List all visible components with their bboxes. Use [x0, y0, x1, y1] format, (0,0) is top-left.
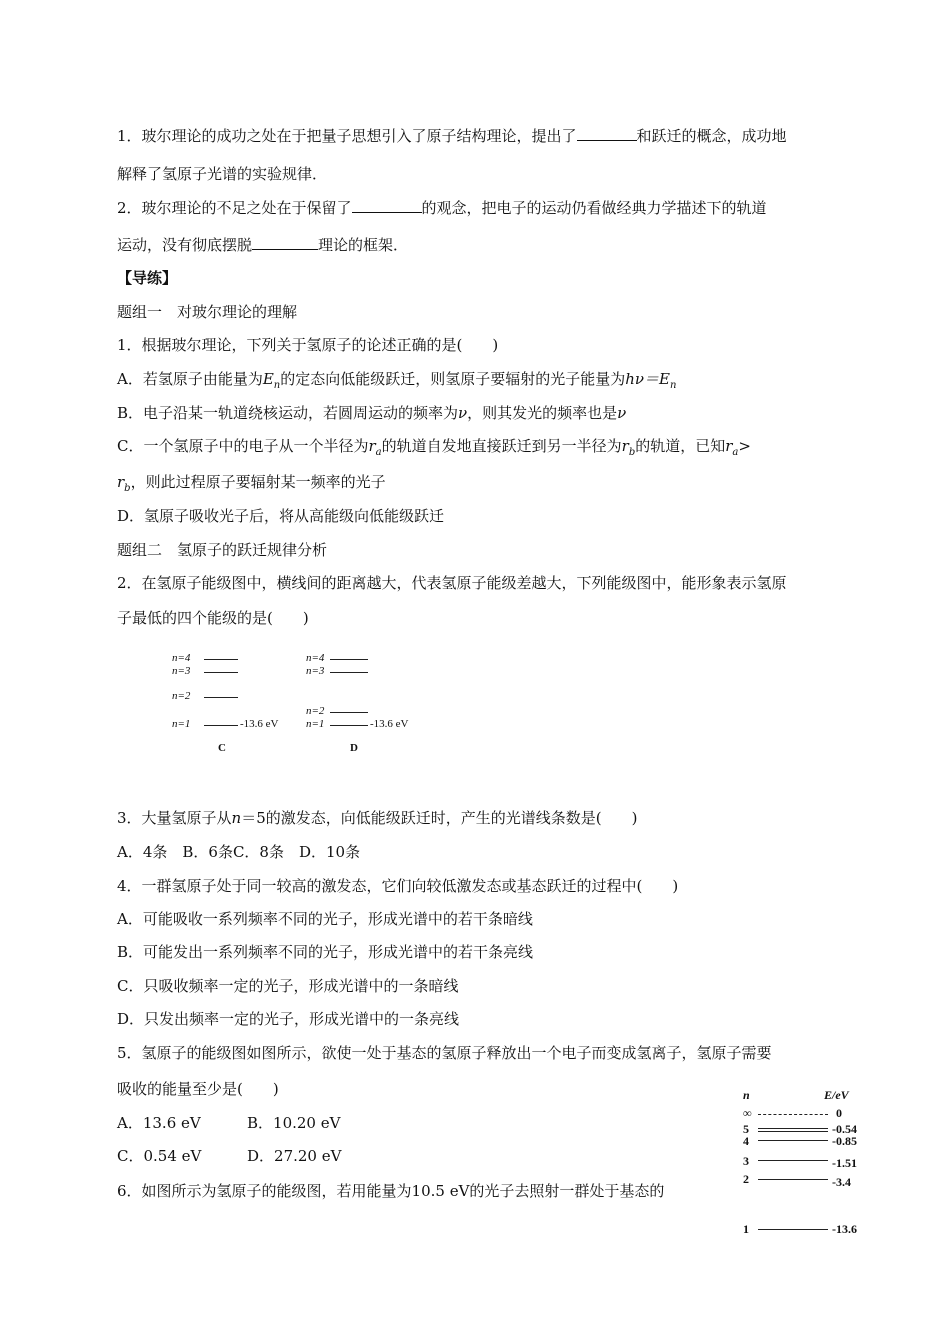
c-figure-label: C: [218, 742, 226, 754]
p1-text-a: 1．玻尔理论的成功之处在于把量子思想引入了原子结构理论，提出了: [117, 127, 577, 145]
d-n2-label: n=2: [306, 705, 325, 717]
d-n3-label: n=3: [306, 665, 325, 677]
q1c-r: r: [368, 437, 376, 455]
group1-heading: 题组一 对玻尔理论的理解: [117, 303, 298, 321]
d-n4-label: n=4: [306, 652, 325, 664]
q5-stem2: 吸收的能量至少是( ): [117, 1080, 279, 1098]
q1c-text-c: 的轨道，已知: [635, 437, 726, 455]
q3-text-b: ＝5的激发态，向低能级跃迁时，产生的光谱线条数是( ): [241, 809, 638, 827]
level-1-value: -13.6: [832, 1222, 857, 1236]
q1c2-text: ，则此过程原子要辐射某一频率的光子: [130, 473, 386, 491]
level-inf-value: 0: [836, 1106, 842, 1120]
level-4-line: [758, 1140, 828, 1141]
q1c-rb-sub: b: [628, 447, 636, 458]
blank-3: [252, 235, 318, 250]
q4-option-d: D．只发出频率一定的光子，形成光谱中的一条亮线: [117, 1010, 460, 1028]
level-n-header: n: [743, 1088, 750, 1102]
d-level-1: [330, 725, 368, 726]
q1-option-b: [117, 403, 626, 423]
q1-option-d: D．氢原子吸收光子后，将从高能级向低能级跃迁: [117, 507, 445, 525]
p2b-text-b: 理论的框架．: [318, 236, 409, 254]
p2-text-a: 2．玻尔理论的不足之处在于保留了: [117, 199, 352, 217]
q1a-n2: n: [670, 380, 677, 391]
q1b-v: ν: [458, 404, 468, 422]
q1b-text: B．电子沿某一轨道绕核运动，若圆周运动的频率为: [117, 404, 459, 422]
q4-option-c: C．只吸收频率一定的光子，形成光谱中的一条暗线: [117, 977, 459, 995]
q1a-E2: E: [659, 370, 670, 388]
level-e-header: E/eV: [824, 1088, 849, 1102]
level-5-value: -0.54: [832, 1122, 857, 1136]
level-5-line: [758, 1128, 828, 1129]
q3-stem: [117, 808, 637, 828]
q1a-E: E: [262, 370, 274, 388]
q1a-hv: hν＝: [625, 370, 660, 388]
group2-heading: 题组二 氢原子的跃迁规律分析: [117, 541, 328, 559]
q3-options: A．4条 B．6条C．8条 D．10条: [117, 843, 361, 861]
q6-stem: 6．如图所示为氢原子的能级图，若用能量为10.5 eV的光子去照射一群处于基态的: [117, 1182, 665, 1200]
q5-option-b: B．10.20 eV: [247, 1114, 341, 1132]
level-1-label: 1: [743, 1222, 749, 1236]
level-inf-label: ∞: [743, 1106, 752, 1120]
d-figure-label: D: [350, 742, 358, 754]
blank-1: [577, 126, 637, 141]
level-4-label: 4: [743, 1134, 749, 1148]
q1c-text-b: 的轨道自发地直接跃迁到另一半径为: [381, 437, 622, 455]
q1-option-a: [117, 369, 676, 396]
c-n4-label: n=4: [172, 652, 191, 664]
energy-diagram-c: [172, 652, 282, 762]
q1c-r-sub: a: [375, 447, 382, 458]
hydrogen-level-diagram: [740, 1088, 880, 1238]
q1c-ra2: r: [725, 437, 733, 455]
q5-stem: 5．氢原子的能级图如图所示，欲使一处于基态的氢原子释放出一个电子而变成氢离子，氢原子需要: [117, 1044, 772, 1062]
q5-option-d: D．27.20 eV: [247, 1147, 342, 1165]
p2-line1: [117, 198, 767, 218]
level-4-value: -0.85: [832, 1134, 857, 1148]
level-2-label: 2: [743, 1172, 749, 1186]
q5-option-c: C．0.54 eV: [117, 1147, 202, 1165]
c-level-2: [204, 697, 238, 698]
c-n3-label: n=3: [172, 665, 191, 677]
p2b-text-a: 运动，没有彻底摆脱: [117, 236, 253, 254]
p1-line1: [117, 126, 787, 146]
q1c-text: C．一个氢原子中的电子从一个半径为: [117, 437, 369, 455]
p1-line2: 解释了氢原子光谱的实验规律．: [117, 165, 328, 183]
level-inf-line: [758, 1114, 828, 1115]
q1c-ra2-sub: a: [732, 447, 739, 458]
blank-2: [352, 198, 422, 213]
c-level-1: [204, 725, 238, 726]
q1c-rb: r: [621, 437, 629, 455]
d-level-3: [330, 672, 368, 673]
q4-stem: 4．一群氢原子处于同一较高的激发态，它们向较低激发态或基态跃迁的过程中( ): [117, 877, 679, 895]
q1a-text-b: 的定态向低能级跃迁，则氢原子要辐射的光子能量为: [280, 370, 626, 388]
level-3-line: [758, 1160, 828, 1161]
q3-text-a: 3．大量氢原子从: [117, 809, 232, 827]
d-level-4: [330, 659, 368, 660]
c-level-3: [204, 672, 238, 673]
level-3-label: 3: [743, 1154, 749, 1168]
p2-line2: [117, 235, 408, 255]
energy-diagram-d: [306, 652, 416, 762]
q1-option-c2: [117, 472, 386, 499]
q2-stem2: 子最低的四个能级的是( ): [117, 609, 309, 627]
d-n1-label: n=1: [306, 718, 325, 730]
q2-stem: 2．在氢原子能级图中，横线间的距离越大，代表氢原子能级差越大，下列能级图中，能形象表示氢原: [117, 574, 787, 592]
q1-stem: 1．根据玻尔理论，下列关于氢原子的论述正确的是( ): [117, 336, 499, 354]
q3-n: n: [231, 809, 242, 827]
section-heading: 【导练】: [117, 269, 178, 287]
level-3-value: -1.51: [832, 1156, 857, 1170]
q1a-text: A．若氢原子由能量为: [117, 370, 263, 388]
level-6-line: [758, 1131, 828, 1132]
q1a-n: n: [273, 380, 281, 391]
level-2-value: -3.4: [832, 1175, 851, 1189]
q4-option-a: A．可能吸收一系列频率不同的光子，形成光谱中的若干条暗线: [117, 910, 533, 928]
c-e1-value: -13.6 eV: [240, 718, 279, 730]
q1c2-sub: b: [124, 483, 131, 494]
d-level-2: [330, 712, 368, 713]
q1c-gt: >: [738, 437, 751, 455]
q4-option-b: B．可能发出一系列频率不同的光子，形成光谱中的若干条亮线: [117, 943, 534, 961]
q5-option-a: A．13.6 eV: [117, 1114, 201, 1132]
q1c2-r: r: [117, 473, 125, 491]
p1-text-b: 和跃迁的概念，成功地: [636, 127, 787, 145]
q1b-text-b: ，则其发光的频率也是: [467, 404, 618, 422]
c-n1-label: n=1: [172, 718, 191, 730]
q1b-v2: ν: [617, 404, 627, 422]
p2-text-b: 的观念，把电子的运动仍看做经典力学描述下的轨道: [421, 199, 767, 217]
level-2-line: [758, 1179, 828, 1180]
c-level-4: [204, 659, 238, 660]
c-n2-label: n=2: [172, 690, 191, 702]
q1-option-c: [117, 436, 751, 463]
level-5-label: 5: [743, 1122, 749, 1136]
level-1-line: [758, 1229, 828, 1230]
d-e1-value: -13.6 eV: [370, 718, 409, 730]
